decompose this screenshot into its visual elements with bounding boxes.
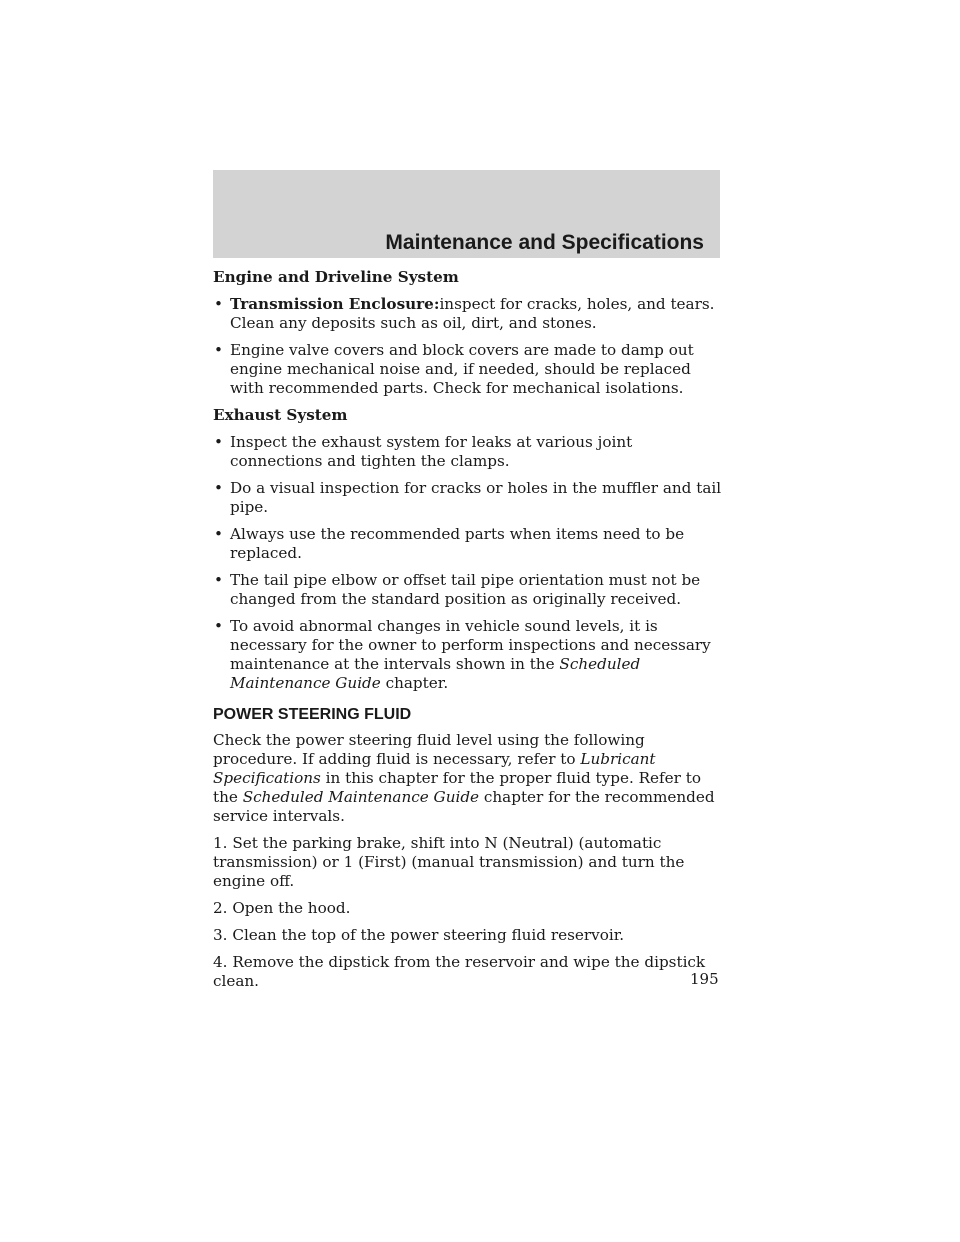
page-content [213, 268, 728, 999]
intro-text-1: Check the power steering fluid level using the following procedure. If adding fluid is necessary, refer to [213, 731, 645, 768]
procedure-step-1: 1. Set the parking brake, shift into N (Neutral) (automatic transmission) or 1 (First) (manual transmission) and turn the engine off. [213, 834, 685, 890]
chapter-header-band [213, 170, 720, 258]
bullet-sound-levels [213, 617, 728, 693]
bullet-dot: • [214, 341, 223, 359]
page-number: 195 [690, 970, 719, 988]
procedure-step-4: 4. Remove the dipstick from the reservoir and wipe the dipstick clean. [213, 953, 706, 990]
procedure-step-2: 2. Open the hood. [213, 899, 351, 917]
bullet-dot: • [214, 479, 223, 497]
valve-covers-text: Engine valve covers and block covers are made to damp out engine mechanical noise and, if needed, should be replaced with recommended parts. Check for mechanical isolations. [230, 341, 694, 397]
sound-levels-text: To avoid abnormal changes in vehicle sound levels, it is necessary for the owner to perform inspections and necessary maintenance at the intervals shown in the [230, 617, 711, 673]
bullet-recommended-parts [213, 525, 728, 563]
sound-levels-text-end: chapter. [380, 674, 449, 692]
bullet-visual-inspection [213, 479, 728, 517]
engine-driveline-heading: Engine and Driveline System [213, 268, 459, 286]
exhaust-bullet-text: Inspect the exhaust system for leaks at various joint connections and tighten the clamps. [230, 433, 633, 470]
transmission-enclosure-text: inspect for cracks, holes, and tears. Clean any deposits such as oil, dirt, and stones. [230, 295, 715, 332]
exhaust-bullet-text: Always use the recommended parts when items need to be replaced. [230, 525, 685, 562]
bullet-dot: • [214, 571, 223, 589]
procedure-step-3: 3. Clean the top of the power steering fluid reservoir. [213, 926, 625, 944]
bullet-valve-covers [213, 341, 728, 398]
bullet-transmission-enclosure [213, 295, 728, 333]
intro-text-3: chapter for the recommended service intervals. [213, 788, 715, 825]
bullet-dot: • [214, 525, 223, 543]
transmission-enclosure-label: Transmission Enclosure: [230, 295, 440, 313]
exhaust-system-heading: Exhaust System [213, 406, 348, 424]
bullet-dot: • [214, 433, 223, 451]
bullet-exhaust-leaks [213, 433, 728, 471]
scheduled-maintenance-guide-ref: Scheduled Maintenance Guide [242, 788, 480, 806]
intro-text-2: in this chapter for the proper fluid type. Refer to the [213, 769, 701, 806]
chapter-title: Maintenance and Specifications [385, 231, 704, 254]
bullet-dot: • [214, 295, 223, 313]
lubricant-specifications-ref: Lubricant Specifications [213, 750, 656, 787]
scheduled-maintenance-guide-ref: Scheduled Maintenance Guide [230, 655, 641, 692]
bullet-dot: • [214, 617, 223, 635]
power-steering-title: POWER STEERING FLUID [213, 706, 412, 723]
power-steering-intro [213, 731, 728, 826]
exhaust-bullet-text: Do a visual inspection for cracks or holes in the muffler and tail pipe. [230, 479, 722, 516]
exhaust-bullet-text: The tail pipe elbow or offset tail pipe orientation must not be changed from the standard position as originally received. [230, 571, 701, 608]
bullet-tail-pipe [213, 571, 728, 609]
